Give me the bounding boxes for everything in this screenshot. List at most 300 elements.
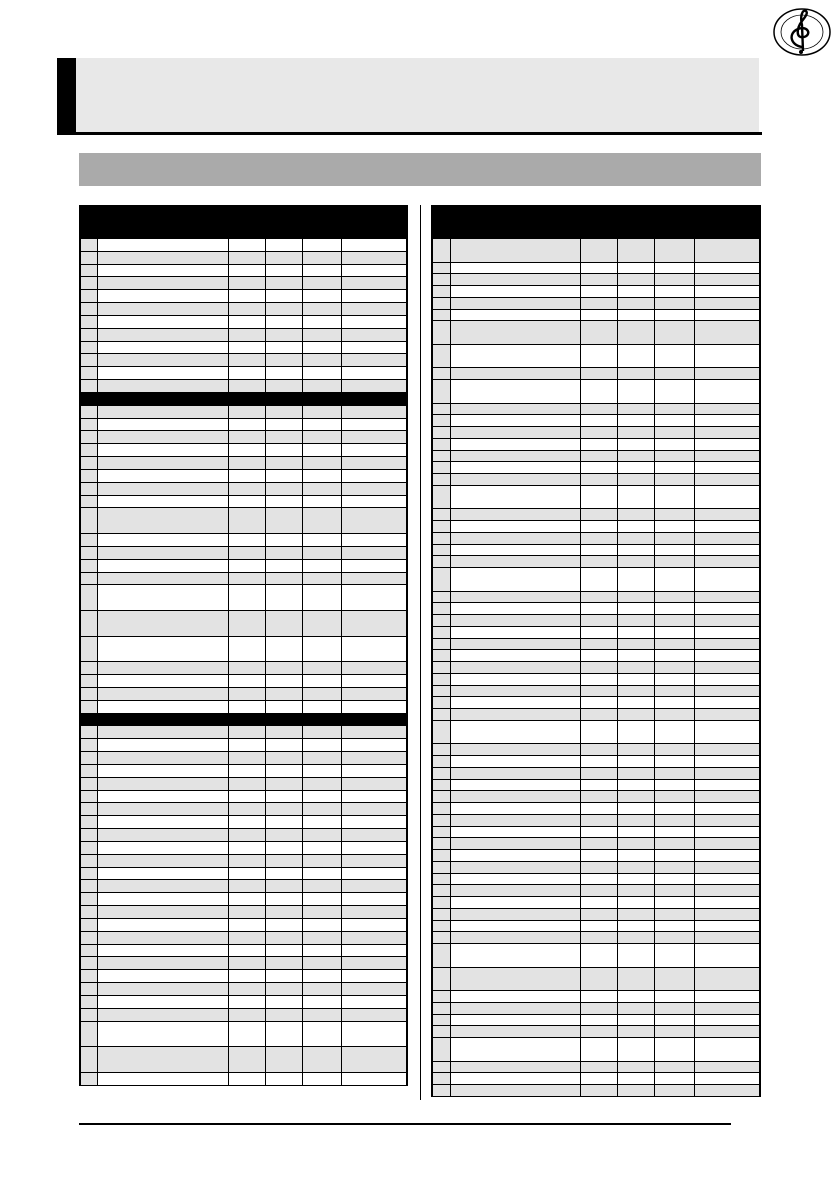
table-cell	[581, 1014, 618, 1026]
table-cell	[451, 544, 581, 556]
table-cell	[655, 1073, 695, 1085]
table-cell	[81, 585, 98, 611]
table-cell	[451, 556, 581, 568]
left-table	[79, 205, 408, 1086]
table-cell	[618, 803, 655, 815]
table-cell	[266, 636, 303, 662]
table-cell	[581, 744, 618, 756]
table-cell	[81, 636, 98, 662]
table-cell	[342, 1021, 407, 1047]
table-cell	[229, 367, 266, 380]
table-cell	[655, 344, 695, 368]
table-cell	[618, 908, 655, 920]
table-cell	[618, 485, 655, 509]
table-cell	[98, 675, 229, 688]
table-cell	[342, 1047, 407, 1073]
table-cell	[229, 559, 266, 572]
chapter-header-band	[57, 58, 759, 133]
table-cell	[695, 427, 760, 439]
chapter-header-marker	[57, 58, 76, 133]
table-row	[433, 779, 760, 791]
table-cell	[81, 726, 98, 739]
table-cell	[655, 626, 695, 638]
table-cell	[433, 1038, 451, 1062]
table-row	[433, 450, 760, 462]
table-cell	[433, 1026, 451, 1038]
table-cell	[695, 991, 760, 1003]
table-cell	[618, 568, 655, 592]
table-row	[81, 752, 407, 765]
table-cell	[303, 777, 342, 790]
table-cell	[581, 908, 618, 920]
table-cell	[303, 546, 342, 559]
table-cell	[433, 438, 451, 450]
table-cell	[303, 239, 342, 252]
table-row	[433, 286, 760, 298]
table-cell	[451, 920, 581, 932]
table-cell	[303, 444, 342, 457]
table-cell	[655, 532, 695, 544]
table-cell	[655, 803, 695, 815]
table-row	[433, 673, 760, 685]
table-cell	[342, 1008, 407, 1021]
table-cell	[581, 509, 618, 521]
table-cell	[98, 700, 229, 713]
table-cell	[98, 893, 229, 906]
table-row	[433, 544, 760, 556]
table-cell	[655, 556, 695, 568]
table-cell	[266, 739, 303, 752]
table-cell	[618, 850, 655, 862]
table-row	[81, 277, 407, 290]
table-cell	[451, 1061, 581, 1073]
table-cell	[81, 739, 98, 752]
table-cell	[695, 720, 760, 744]
table-row	[433, 932, 760, 944]
table-cell	[451, 685, 581, 697]
table-cell	[695, 532, 760, 544]
table-row	[433, 991, 760, 1003]
table-cell	[618, 286, 655, 298]
table-row	[81, 893, 407, 906]
table-cell	[695, 615, 760, 627]
table-cell	[451, 344, 581, 368]
table-row	[433, 321, 760, 345]
table-cell	[303, 739, 342, 752]
table-cell	[433, 556, 451, 568]
table-cell	[451, 591, 581, 603]
table-cell	[81, 867, 98, 880]
table-row	[81, 803, 407, 816]
table-cell	[581, 544, 618, 556]
table-cell	[229, 957, 266, 970]
table-cell	[98, 251, 229, 264]
table-cell	[581, 403, 618, 415]
table-cell	[695, 814, 760, 826]
table-cell	[81, 290, 98, 303]
table-cell	[81, 508, 98, 534]
table-cell	[342, 687, 407, 700]
table-cell	[266, 841, 303, 854]
table-cell	[303, 328, 342, 341]
table-cell	[342, 303, 407, 316]
table-row	[81, 572, 407, 585]
table-row	[433, 262, 760, 274]
table-cell	[81, 392, 407, 405]
table-cell	[342, 482, 407, 495]
table-cell	[433, 544, 451, 556]
table-cell	[342, 970, 407, 983]
table-cell	[229, 867, 266, 880]
table-cell	[618, 403, 655, 415]
table-cell	[266, 546, 303, 559]
table-row	[81, 880, 407, 893]
table-cell	[433, 485, 451, 509]
table-cell	[581, 991, 618, 1003]
table-cell	[342, 559, 407, 572]
table-row	[81, 534, 407, 547]
table-cell	[655, 720, 695, 744]
table-cell	[618, 650, 655, 662]
table-cell	[229, 341, 266, 354]
table-cell	[303, 893, 342, 906]
table-cell	[266, 469, 303, 482]
table-cell	[98, 777, 229, 790]
table-cell	[581, 262, 618, 274]
table-cell	[581, 1002, 618, 1014]
table-cell	[342, 803, 407, 816]
table-cell	[342, 457, 407, 470]
table-cell	[342, 918, 407, 931]
table-cell	[342, 790, 407, 803]
table-cell	[342, 841, 407, 854]
table-cell	[303, 790, 342, 803]
table-cell	[303, 841, 342, 854]
table-cell	[229, 482, 266, 495]
table-cell	[229, 457, 266, 470]
table-cell	[342, 315, 407, 328]
table-cell	[98, 418, 229, 431]
table-cell	[342, 328, 407, 341]
table-cell	[229, 611, 266, 637]
table-cell	[303, 687, 342, 700]
table-cell	[618, 509, 655, 521]
table-cell	[342, 611, 407, 637]
table-cell	[229, 405, 266, 418]
column-header	[433, 207, 451, 239]
table-header-row	[81, 207, 407, 239]
table-cell	[303, 931, 342, 944]
table-row	[433, 838, 760, 850]
table-cell	[655, 861, 695, 873]
table-cell	[342, 546, 407, 559]
table-cell	[433, 873, 451, 885]
table-cell	[81, 534, 98, 547]
table-cell	[581, 638, 618, 650]
table-cell	[342, 867, 407, 880]
column-header	[695, 207, 760, 239]
table-cell	[266, 559, 303, 572]
table-cell	[695, 908, 760, 920]
table-cell	[81, 880, 98, 893]
table-row	[81, 1021, 407, 1047]
table-row	[433, 720, 760, 744]
table-cell	[581, 1061, 618, 1073]
table-cell	[98, 534, 229, 547]
table-cell	[655, 779, 695, 791]
table-cell	[81, 277, 98, 290]
table-cell	[581, 603, 618, 615]
table-cell	[81, 944, 98, 957]
table-cell	[581, 309, 618, 321]
table-row	[81, 636, 407, 662]
table-cell	[618, 1014, 655, 1026]
table-cell	[695, 262, 760, 274]
table-cell	[433, 450, 451, 462]
table-cell	[98, 816, 229, 829]
table-cell	[618, 1026, 655, 1038]
table-cell	[695, 626, 760, 638]
table-cell	[655, 474, 695, 486]
column-header	[451, 207, 581, 239]
table-cell	[655, 286, 695, 298]
table-cell	[229, 816, 266, 829]
table-cell	[98, 431, 229, 444]
table-cell	[618, 838, 655, 850]
table-cell	[451, 861, 581, 873]
table-cell	[303, 354, 342, 367]
table-cell	[229, 328, 266, 341]
table-cell	[229, 572, 266, 585]
table-cell	[303, 457, 342, 470]
table-cell	[618, 697, 655, 709]
table-cell	[618, 885, 655, 897]
table-cell	[98, 572, 229, 585]
table-cell	[266, 880, 303, 893]
table-cell	[655, 685, 695, 697]
table-cell	[581, 873, 618, 885]
table-cell	[303, 482, 342, 495]
table-cell	[433, 838, 451, 850]
table-cell	[342, 264, 407, 277]
table-cell	[451, 991, 581, 1003]
table-cell	[81, 559, 98, 572]
table-cell	[266, 752, 303, 765]
table-cell	[342, 290, 407, 303]
table-cell	[81, 893, 98, 906]
table-cell	[695, 638, 760, 650]
table-cell	[655, 767, 695, 779]
table-cell	[618, 297, 655, 309]
table-cell	[81, 829, 98, 842]
table-cell	[433, 944, 451, 968]
column-header	[342, 207, 407, 239]
table-cell	[695, 826, 760, 838]
table-cell	[342, 752, 407, 765]
table-cell	[98, 970, 229, 983]
table-cell	[229, 764, 266, 777]
table-cell	[98, 585, 229, 611]
table-cell	[451, 403, 581, 415]
table-cell	[98, 636, 229, 662]
table-cell	[581, 274, 618, 286]
table-cell	[618, 615, 655, 627]
table-cell	[581, 673, 618, 685]
table-cell	[618, 427, 655, 439]
table-cell	[618, 556, 655, 568]
column-header	[81, 207, 98, 239]
table-cell	[618, 309, 655, 321]
table-row	[81, 726, 407, 739]
table-cell	[618, 673, 655, 685]
table-cell	[695, 756, 760, 768]
table-cell	[303, 534, 342, 547]
table-cell	[433, 1002, 451, 1014]
table-row	[433, 803, 760, 815]
table-cell	[581, 685, 618, 697]
table-row	[433, 920, 760, 932]
table-cell	[655, 873, 695, 885]
table-cell	[433, 897, 451, 909]
table-cell	[433, 239, 451, 263]
table-cell	[229, 251, 266, 264]
table-row	[81, 995, 407, 1008]
table-cell	[655, 368, 695, 380]
table-cell	[98, 1021, 229, 1047]
table-cell	[266, 431, 303, 444]
table-cell	[695, 286, 760, 298]
table-cell	[695, 673, 760, 685]
table-cell	[266, 585, 303, 611]
table-cell	[451, 309, 581, 321]
table-row	[81, 315, 407, 328]
table-cell	[695, 850, 760, 862]
table-row	[81, 829, 407, 842]
table-cell	[695, 462, 760, 474]
table-cell	[451, 615, 581, 627]
table-cell	[695, 485, 760, 509]
table-row	[81, 764, 407, 777]
table-cell	[618, 532, 655, 544]
table-cell	[695, 709, 760, 721]
table-cell	[655, 485, 695, 509]
column-header	[655, 207, 695, 239]
table-cell	[303, 1047, 342, 1073]
table-cell	[98, 508, 229, 534]
table-cell	[581, 415, 618, 427]
table-row	[433, 826, 760, 838]
table-cell	[451, 568, 581, 592]
table-cell	[581, 838, 618, 850]
table-cell	[451, 474, 581, 486]
table-cell	[266, 534, 303, 547]
table-cell	[618, 591, 655, 603]
table-cell	[618, 368, 655, 380]
table-cell	[581, 850, 618, 862]
table-cell	[451, 274, 581, 286]
table-row	[433, 462, 760, 474]
table-cell	[342, 380, 407, 393]
table-cell	[618, 967, 655, 991]
table-cell	[303, 508, 342, 534]
table-cell	[618, 544, 655, 556]
table-cell	[98, 687, 229, 700]
table-group-band	[81, 713, 407, 726]
table-cell	[581, 427, 618, 439]
table-cell	[695, 415, 760, 427]
table-row	[81, 239, 407, 252]
table-row	[433, 368, 760, 380]
table-cell	[433, 509, 451, 521]
table-cell	[433, 920, 451, 932]
table-cell	[303, 983, 342, 996]
table-row	[81, 983, 407, 996]
table-cell	[451, 262, 581, 274]
table-cell	[433, 991, 451, 1003]
table-cell	[581, 380, 618, 404]
table-cell	[266, 495, 303, 508]
table-cell	[433, 1085, 451, 1097]
table-cell	[81, 251, 98, 264]
table-cell	[81, 444, 98, 457]
table-cell	[655, 1014, 695, 1026]
table-cell	[266, 687, 303, 700]
table-cell	[581, 709, 618, 721]
table-cell	[303, 405, 342, 418]
table-cell	[451, 838, 581, 850]
table-row	[433, 709, 760, 721]
table-cell	[433, 1061, 451, 1073]
table-cell	[266, 572, 303, 585]
table-cell	[695, 239, 760, 263]
table-cell	[342, 354, 407, 367]
table-cell	[433, 474, 451, 486]
table-cell	[433, 368, 451, 380]
table-cell	[655, 1085, 695, 1097]
table-cell	[581, 767, 618, 779]
table-row	[433, 556, 760, 568]
table-cell	[451, 779, 581, 791]
table-cell	[695, 556, 760, 568]
table-cell	[81, 983, 98, 996]
table-cell	[98, 662, 229, 675]
table-cell	[618, 380, 655, 404]
table-cell	[266, 957, 303, 970]
table-cell	[655, 908, 695, 920]
table-row	[81, 444, 407, 457]
table-cell	[81, 482, 98, 495]
table-cell	[98, 944, 229, 957]
table-cell	[618, 709, 655, 721]
table-cell	[98, 957, 229, 970]
treble-clef-seal-icon	[772, 7, 832, 57]
table-cell	[451, 450, 581, 462]
table-cell	[303, 585, 342, 611]
table-cell	[655, 756, 695, 768]
table-cell	[98, 341, 229, 354]
table-cell	[229, 239, 266, 252]
table-cell	[451, 1026, 581, 1038]
table-cell	[451, 485, 581, 509]
table-cell	[451, 767, 581, 779]
table-cell	[451, 368, 581, 380]
table-cell	[655, 309, 695, 321]
table-cell	[98, 290, 229, 303]
table-cell	[433, 908, 451, 920]
table-cell	[98, 829, 229, 842]
table-cell	[581, 697, 618, 709]
table-cell	[581, 521, 618, 533]
